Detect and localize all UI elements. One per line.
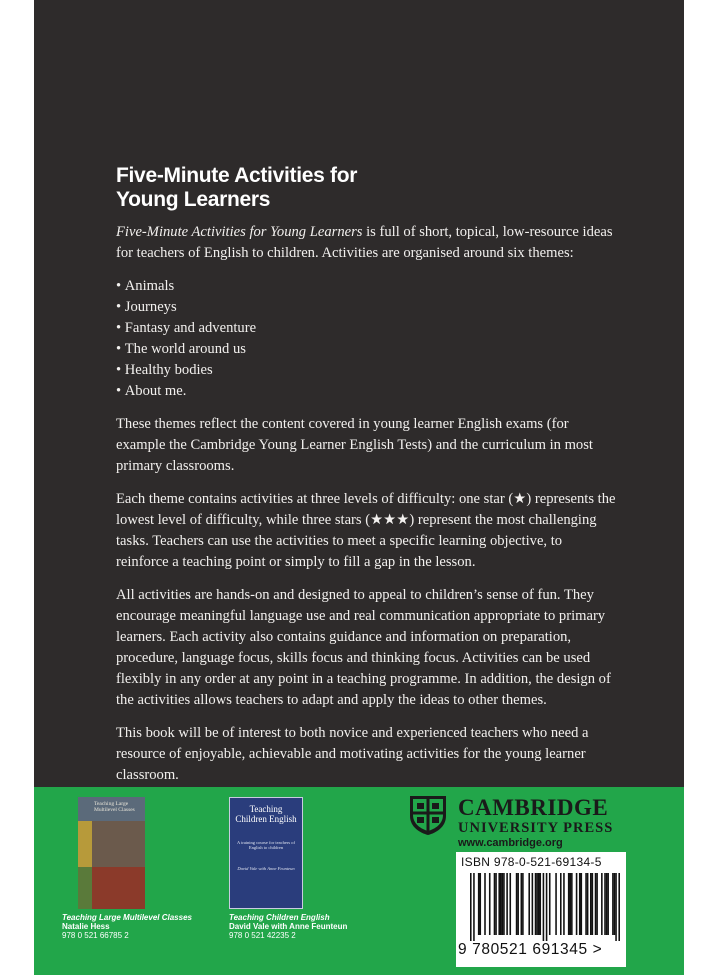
theme-item: • About me. xyxy=(116,381,616,402)
theme-item: • Fantasy and adventure xyxy=(116,318,616,339)
intro-paragraph xyxy=(116,222,616,264)
themes-list xyxy=(116,276,616,402)
book-title xyxy=(116,164,616,212)
related-book-caption-2 xyxy=(229,913,347,940)
related-book-cover-2 xyxy=(229,797,303,909)
related-book-isbn: 978 0 521 66785 2 xyxy=(62,931,129,940)
ean-digits: 9 780521 691345 > xyxy=(458,941,603,958)
barcode-icon xyxy=(470,873,620,941)
book-cover-subtitle: A training course for teachers of English to children xyxy=(236,840,296,850)
related-book-title: Teaching Large Multilevel Classes xyxy=(62,913,192,922)
back-cover-text xyxy=(116,164,616,798)
related-book-author: Natalie Hess xyxy=(62,922,110,931)
book-cover-block xyxy=(78,867,92,909)
related-book-title: Teaching Children English xyxy=(229,913,330,922)
body-paragraph: All activities are hands-on and designed to appeal to children’s sense of fun. They encourage meaningful language use and real communication appropriate to primary learners. Each activity also contains guidance and information on preparation, procedure, language focus, skills focus and thinking focus. Activities can be used flexibly in any order at any point in a teaching programme. In addition, the design of the activities allows teachers to adapt and apply the ideas to other themes. xyxy=(116,587,611,708)
isbn-label: ISBN 978-0-521-69134-5 xyxy=(461,855,602,869)
theme-item: • The world around us xyxy=(116,339,616,360)
publisher-subname: UNIVERSITY PRESS xyxy=(458,820,614,836)
barcode-panel xyxy=(456,852,626,967)
body-paragraph: These themes reflect the content covered in young learner English exams (for example the Cambridge Young Learner English Tests) and the curriculum in most primary classrooms. xyxy=(116,416,593,474)
book-title-line1: Five-Minute Activities for xyxy=(116,164,358,187)
related-book-caption-1 xyxy=(62,913,192,940)
book-title-line2: Young Learners xyxy=(116,188,271,211)
intro-italic-title: Five-Minute Activities for Young Learners xyxy=(116,224,363,240)
theme-item: • Healthy bodies xyxy=(116,360,616,381)
book-cover-block xyxy=(92,867,145,909)
related-book-author: David Vale with Anne Feunteun xyxy=(229,922,348,931)
related-book-isbn: 978 0 521 42235 2 xyxy=(229,931,296,940)
theme-item: • Animals xyxy=(116,276,616,297)
publisher-logo xyxy=(458,796,613,836)
book-cover-title: Teaching Large Multilevel Classes xyxy=(94,801,135,813)
body-paragraph: Each theme contains activities at three levels of difficulty: one star (★) represents the lowest level of difficulty, while three stars (★★★) represent the most challenging tasks. Teachers can use the activities to meet a specific learning objective, to reinforce a teaching point or simply to fill a gap in the lesson. xyxy=(116,491,616,570)
related-book-cover-1 xyxy=(78,797,145,909)
book-cover-author: David Vale with Anne Feunteun xyxy=(237,866,295,871)
publisher-website: www.cambridge.org xyxy=(458,837,563,849)
theme-item: • Journeys xyxy=(116,297,616,318)
cambridge-crest-icon xyxy=(408,794,448,836)
book-cover-title: Teaching Children English xyxy=(235,804,297,824)
body-paragraph: This book will be of interest to both novice and experienced teachers who need a resource of enjoyable, achievable and motivating activities for the young learner classroom. xyxy=(116,725,589,783)
intro-text: is full of short, topical, low-resource ideas for teachers of English to children. Activities are organised around six themes: xyxy=(116,224,613,261)
publisher-name: CAMBRIDGE xyxy=(458,795,609,820)
